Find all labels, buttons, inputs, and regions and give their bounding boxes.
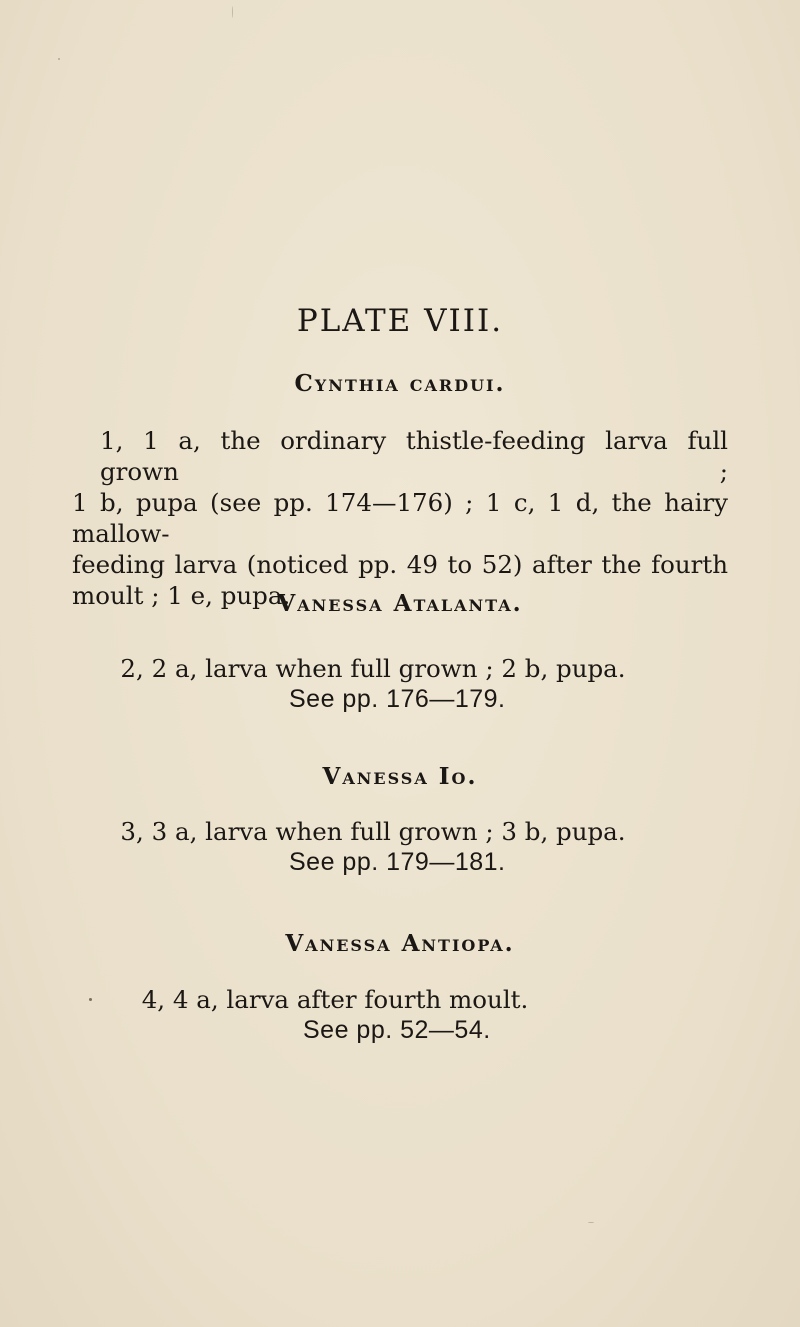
caption-vanessa-io <box>0 816 800 878</box>
caption-line: 1, 1 a, the ordinary thistle-feeding larva full grown ; <box>100 426 728 486</box>
species-heading-vanessa-antiopa: Vanessa Antiopa. <box>285 930 515 957</box>
page-reference: See pp. 52—54. <box>303 1016 491 1044</box>
species-heading-cynthia-cardui: Cynthia cardui. <box>294 370 506 397</box>
plate-title: PLATE VIII. <box>296 303 504 339</box>
paper-speck <box>588 1222 594 1223</box>
caption-cynthia-cardui <box>72 425 728 611</box>
caption-vanessa-atalanta <box>0 653 800 715</box>
species-heading-vanessa-atalanta: Vanessa Atalanta. <box>277 590 523 617</box>
paper-speck <box>58 58 60 60</box>
caption-vanessa-antiopa <box>0 984 800 1046</box>
page-reference: See pp. 176—179. <box>289 685 506 713</box>
caption-line: 4, 4 a, larva after fourth moult. <box>141 985 529 1014</box>
page-reference: See pp. 179—181. <box>289 848 506 876</box>
species-heading-vanessa-io: Vanessa Io. <box>322 763 478 790</box>
caption-line: 3, 3 a, larva when full grown ; 3 b, pupa. <box>120 817 626 846</box>
caption-line: 1 b, pupa (see pp. 174—176) ; 1 c, 1 d, the hairy mallow- <box>72 488 728 548</box>
paper-speck <box>89 998 92 1001</box>
caption-line: moult ; 1 e, pupa. <box>72 581 291 610</box>
caption-line: feeding larva (noticed pp. 49 to 52) after the fourth <box>72 550 728 579</box>
paper-speck <box>232 6 233 18</box>
caption-line: 2, 2 a, larva when full grown ; 2 b, pupa. <box>120 654 626 683</box>
